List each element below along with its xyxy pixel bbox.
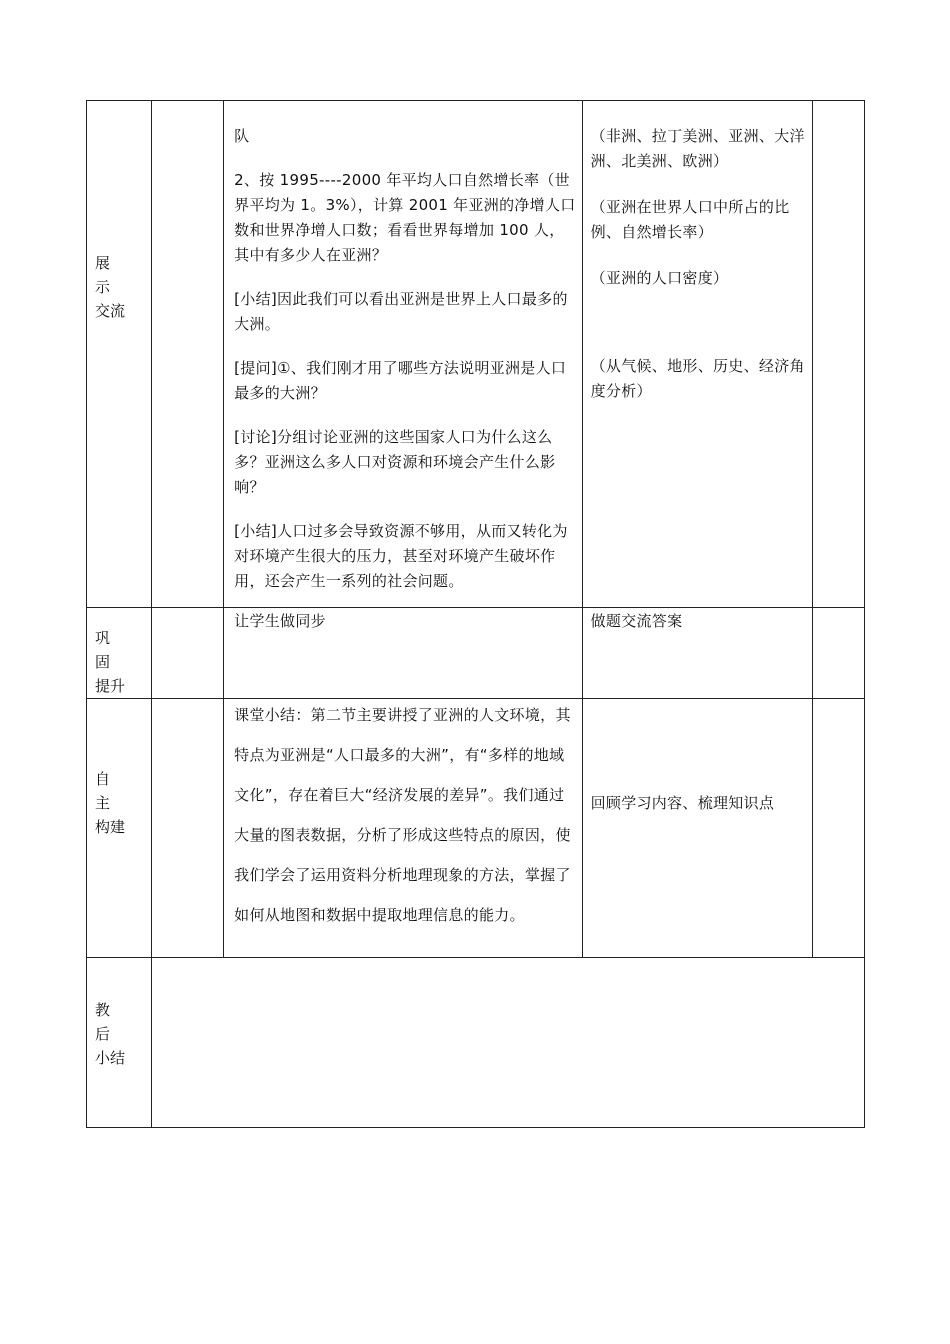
teacher-activity-cell [224,699,582,958]
table-row-display-exchange [87,101,865,608]
student-review: 回顾学习内容、梳理知识点 [590,794,775,812]
stage-label-line1: 自主 [95,770,129,812]
student-answer-density: （亚洲的人口密度） [590,269,729,287]
student-activity-cell [582,699,812,958]
student-practice: 做题交流答案 [590,612,683,630]
blank-cell [152,101,224,608]
stage-label-line1: 展示 [95,254,129,296]
lesson-plan-table [86,100,865,1128]
teacher-activity-cell [224,101,582,608]
teacher-question-methods: [提问]①、我们刚才用了哪些方法说明亚洲是人口最多的大洲？ [234,359,567,402]
teacher-question-growth-rate: 2、按 1995----2000 年平均人口自然增长率（世界平均为 1。3%），计算 2001 年亚洲的净增人口数和世界净增人口数；看看世界每增加 100 人，其中有多少人在亚洲？ [234,171,576,264]
table-row-construct [87,699,865,958]
class-summary: 课堂小结：第二节主要讲授了亚洲的人文环境，其特点为亚洲是“人口最多的大洲”，有“多样的地域文化”，存在着巨大“经济发展的差异”。我们通过大量的图表数据，分析了形成这些特点的原因，使我们学会了运用资料分析地理现象的方法，掌握了如何从地图和数据中提取地理信息的能力。 [234,706,571,924]
notes-cell [812,699,864,958]
table-row-consolidate [87,608,865,699]
stage-label-line2: 小结 [95,1049,126,1067]
notes-cell [812,101,864,608]
teacher-text-fragment: 队 [234,127,250,145]
teacher-summary-2: [小结]人口过多会导致资源不够用，从而又转化为对环境产生很大的压力，甚至对环境产生破坏作用，还会产生一系列的社会问题。 [234,522,568,590]
teacher-summary-1: [小结]因此我们可以看出亚洲是世界上人口最多的大洲。 [234,290,568,333]
stage-label-line2: 提升 [95,677,126,695]
stage-label-line1: 巩固 [95,629,129,671]
blank-cell [152,699,224,958]
student-activity-cell [582,608,812,699]
student-activity-cell [582,101,812,608]
stage-cell-display [87,101,152,608]
stage-cell-consolidate [87,608,152,699]
student-answer-continents: （非洲、拉丁美洲、亚洲、大洋洲、北美洲、欧洲） [590,127,805,170]
notes-cell [812,608,864,699]
teacher-discussion: [讨论]分组讨论亚洲的这些国家人口为什么这么多？亚洲这么多人口对资源和环境会产生什么影响？ [234,428,556,496]
stage-cell-reflection [87,958,152,1128]
stage-label-line1: 教后 [95,1001,129,1043]
teacher-practice: 让学生做同步 [234,612,326,630]
stage-label-line2: 构建 [95,818,126,836]
stage-label-line2: 交流 [95,302,126,320]
stage-cell-construct [87,699,152,958]
reflection-content-cell [152,958,865,1128]
student-answer-factors: （从气候、地形、历史、经济角度分析） [590,357,805,400]
blank-cell [152,608,224,699]
student-answer-proportion: （亚洲在世界人口中所占的比例、自然增长率） [590,198,790,241]
table-row-reflection [87,958,865,1128]
teacher-activity-cell [224,608,582,699]
